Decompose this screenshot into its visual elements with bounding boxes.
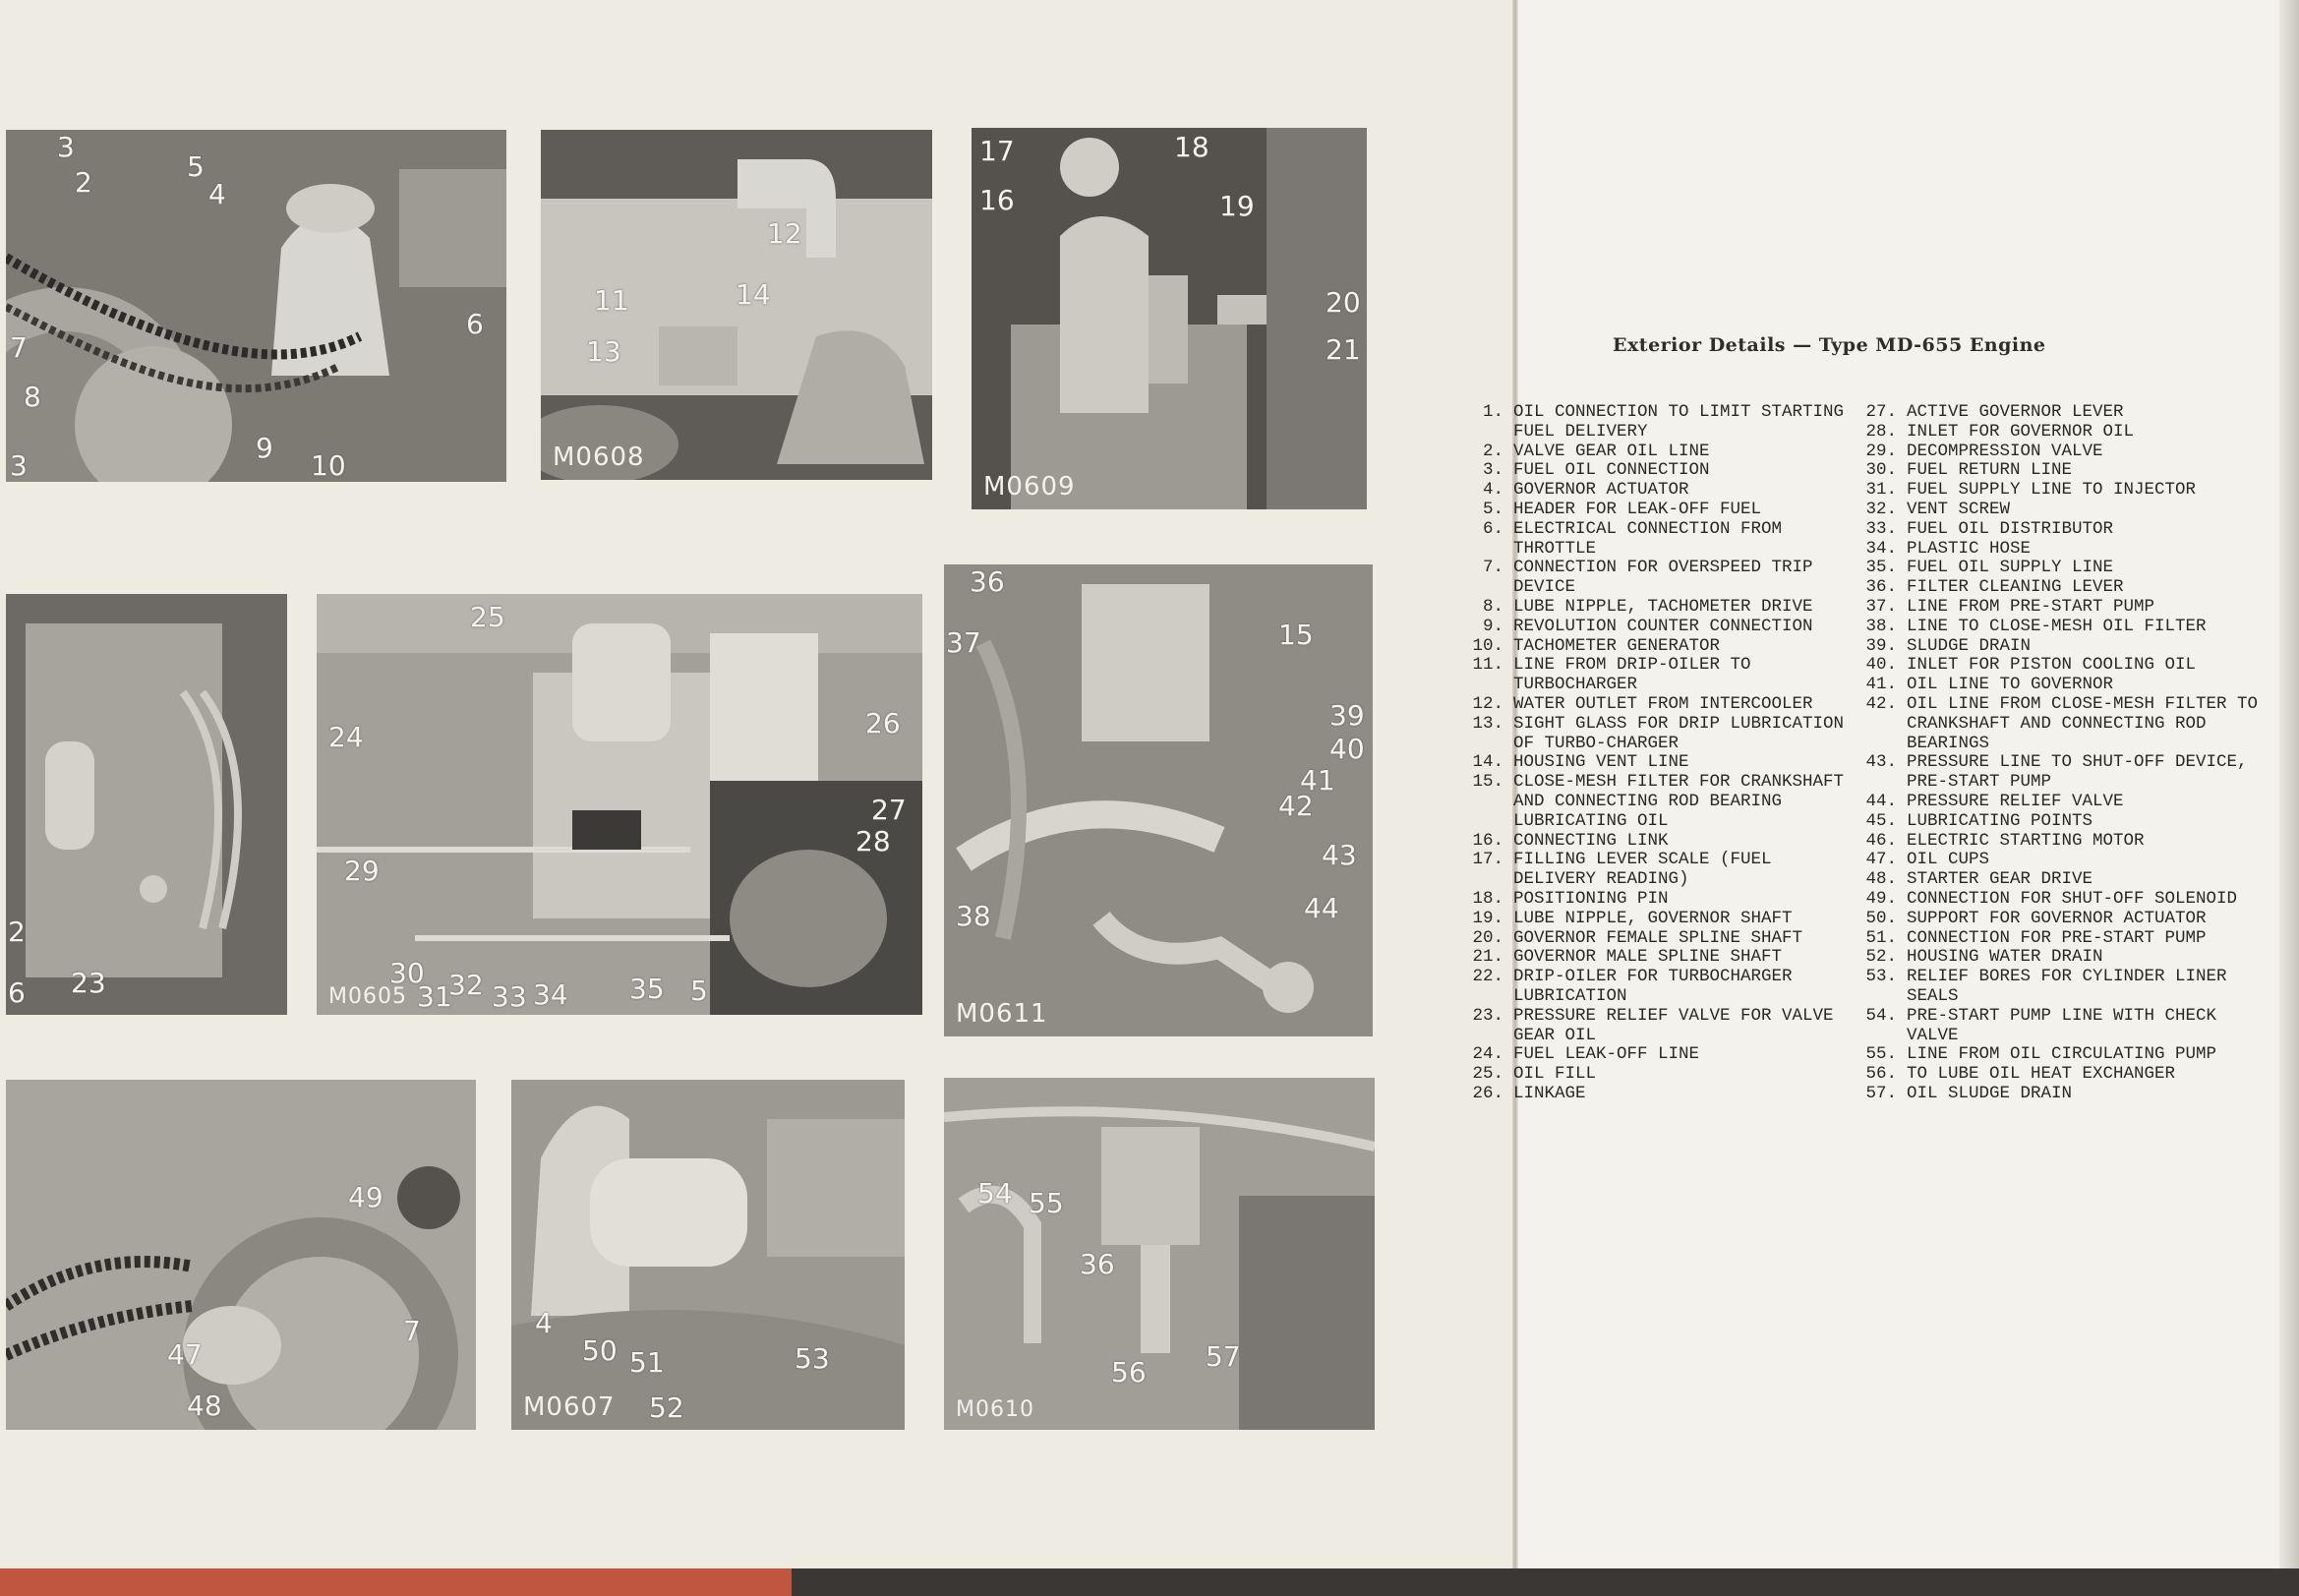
legend-item-text: GOVERNOR ACTUATOR <box>1513 480 1689 501</box>
photo-code: M0608 <box>553 443 645 472</box>
legend-item <box>1451 656 1845 695</box>
legend-item-text: CONNECTION FOR PRE-START PUMP <box>1907 927 2207 948</box>
legend-item-text: INLET FOR PISTON COOLING OIL <box>1907 655 2197 676</box>
legend-item-number: 48. <box>1865 869 1897 890</box>
engine-photo <box>944 564 1373 1036</box>
legend-item <box>1451 1007 1845 1046</box>
legend-item-text: CONNECTION FOR SHUT-OFF SOLENOID <box>1907 888 2238 909</box>
legend-item-number: 40. <box>1865 655 1897 676</box>
legend-item <box>1845 540 2277 560</box>
callout-label: 50 <box>582 1334 618 1367</box>
callout-label: 31 <box>417 980 452 1013</box>
engine-photo <box>6 1080 476 1430</box>
legend-item-text: VENT SCREW <box>1907 499 2011 519</box>
callout-label: 4 <box>535 1307 553 1339</box>
legend-item-text: PRESSURE LINE TO SHUT-OFF DEVICE, PRE-START PUMP <box>1907 752 2248 793</box>
legend-item <box>1845 832 2277 852</box>
legend-item-number: 54. <box>1865 1005 1897 1026</box>
legend-item-number: 15. <box>1472 772 1503 793</box>
legend-item <box>1451 1085 1845 1104</box>
callout-label: 35 <box>629 973 665 1005</box>
legend-item <box>1451 715 1845 754</box>
legend-item-text: CLOSE-MESH FILTER FOR CRANKSHAFT AND CONNECTING ROD BEARING LUBRICATING OIL <box>1513 772 1845 831</box>
legend-item <box>1451 637 1845 657</box>
legend-item <box>1845 403 2277 423</box>
legend-item-text: ELECTRICAL CONNECTION FROM THROTTLE <box>1513 518 1783 559</box>
legend-item <box>1451 598 1845 618</box>
callout-label: 13 <box>586 335 621 368</box>
legend-item-text: DECOMPRESSION VALVE <box>1907 441 2103 461</box>
legend-item-text: LINE FROM OIL CIRCULATING PUMP <box>1907 1044 2217 1065</box>
legend-item <box>1451 890 1845 910</box>
legend-item <box>1845 1045 2277 1065</box>
callout-label: 11 <box>594 284 629 317</box>
legend-item <box>1451 618 1845 637</box>
legend-item-number: 45. <box>1865 810 1897 831</box>
legend-item-text: REVOLUTION COUNTER CONNECTION <box>1513 616 1813 636</box>
legend-item <box>1845 637 2277 657</box>
legend-item-number: 52. <box>1865 947 1897 968</box>
legend-item-text: HEADER FOR LEAK-OFF FUEL <box>1513 499 1762 519</box>
legend-item-text: POSITIONING PIN <box>1513 888 1669 909</box>
legend-item-text: TO LUBE OIL HEAT EXCHANGER <box>1907 1064 2176 1085</box>
legend-item-text: RELIEF BORES FOR CYLINDER LINER SEALS <box>1907 967 2227 1006</box>
callout-label: 51 <box>629 1346 665 1379</box>
legend-item-number: 47. <box>1865 850 1897 870</box>
legend-item-number: 28. <box>1865 421 1897 442</box>
callout-label: 2 <box>75 166 92 199</box>
legend-item <box>1845 851 2277 870</box>
callout-label: 3 <box>10 449 28 482</box>
legend-item-number: 10. <box>1472 635 1503 656</box>
legend-right-column <box>1845 403 2277 1104</box>
callout-label: 33 <box>492 980 527 1013</box>
legend-item-number: 35. <box>1865 558 1897 578</box>
legend-item <box>1845 559 2277 578</box>
callout-label: 19 <box>1219 190 1255 222</box>
legend-item-text: CONNECTION FOR OVERSPEED TRIP DEVICE <box>1513 558 1813 598</box>
legend-item-number: 53. <box>1865 967 1897 987</box>
legend-item-number: 32. <box>1865 499 1897 519</box>
legend-item-number: 5. <box>1482 499 1503 519</box>
legend-item-text: OIL LINE TO GOVERNOR <box>1907 675 2114 695</box>
callout-label: 44 <box>1304 892 1339 924</box>
callout-label: 53 <box>795 1342 830 1375</box>
callout-label: 2 <box>8 916 26 948</box>
callout-label: 49 <box>348 1181 383 1213</box>
legend-item <box>1845 1007 2277 1046</box>
legend-item-number: 51. <box>1865 927 1897 948</box>
legend-item-number: 46. <box>1865 830 1897 851</box>
callout-label: 30 <box>389 957 425 989</box>
legend-item-number: 25. <box>1472 1064 1503 1085</box>
page-title: Exterior Details — Type MD-655 Engine <box>1613 334 2046 356</box>
legend-item-text: FILTER CLEANING LEVER <box>1907 577 2124 598</box>
legend-item-number: 44. <box>1865 791 1897 811</box>
engine-illustration <box>972 128 1367 509</box>
legend-item-number: 42. <box>1865 693 1897 714</box>
legend-left-column <box>1451 403 1845 1104</box>
callout-label: 43 <box>1322 839 1357 871</box>
callout-label: 36 <box>970 565 1005 598</box>
legend-item <box>1845 578 2277 598</box>
legend-item-number: 26. <box>1472 1083 1503 1103</box>
legend-item-text: HOUSING WATER DRAIN <box>1907 947 2103 968</box>
legend-item <box>1845 753 2277 793</box>
legend-item-text: PRESSURE RELIEF VALVE <box>1907 791 2124 811</box>
legend-item <box>1451 1045 1845 1065</box>
callout-label: 55 <box>1029 1187 1064 1219</box>
legend-item-text: OIL CONNECTION TO LIMIT STARTING FUEL DELIVERY <box>1513 402 1845 442</box>
engine-illustration <box>944 1078 1375 1430</box>
photo-code: M0607 <box>523 1392 616 1422</box>
legend-item-number: 57. <box>1865 1083 1897 1103</box>
legend-item-number: 27. <box>1865 402 1897 422</box>
legend-item <box>1451 695 1845 715</box>
legend-item <box>1451 461 1845 481</box>
legend-item <box>1451 968 1845 1007</box>
legend-item-number: 11. <box>1472 655 1503 676</box>
callout-label: 3 <box>57 131 75 163</box>
callout-label: 20 <box>1326 286 1361 319</box>
callout-label: 24 <box>328 721 364 753</box>
legend-item <box>1845 948 2277 968</box>
legend-item-text: WATER OUTLET FROM INTERCOOLER <box>1513 693 1813 714</box>
legend-item-number: 24. <box>1472 1044 1503 1065</box>
legend-item-text: LUBE NIPPLE, TACHOMETER DRIVE <box>1513 596 1813 617</box>
callout-label: 15 <box>1278 619 1314 651</box>
engine-photo <box>6 594 287 1015</box>
legend-item-number: 6. <box>1482 518 1503 539</box>
legend-item-text: OIL SLUDGE DRAIN <box>1907 1083 2073 1103</box>
legend-item <box>1451 753 1845 773</box>
engine-photo <box>6 130 506 482</box>
legend-item-number: 41. <box>1865 675 1897 695</box>
legend-item-text: FILLING LEVER SCALE (FUEL DELIVERY READING) <box>1513 850 1772 890</box>
legend-item-number: 20. <box>1472 927 1503 948</box>
engine-photo <box>317 594 922 1015</box>
legend-item-text: FUEL SUPPLY LINE TO INJECTOR <box>1907 480 2197 501</box>
legend-item-text: OIL LINE FROM CLOSE-MESH FILTER TO CRANKSHAFT AND CONNECTING ROD BEARINGS <box>1907 693 2259 753</box>
legend-item-text: CONNECTING LINK <box>1513 830 1669 851</box>
legend-item-text: LUBRICATING POINTS <box>1907 810 2093 831</box>
callout-label: 9 <box>256 432 273 464</box>
photo-code: M0610 <box>956 1397 1034 1422</box>
legend-item <box>1451 1065 1845 1085</box>
legend-item <box>1845 656 2277 676</box>
legend-item-number: 38. <box>1865 616 1897 636</box>
callout-label: 10 <box>311 449 346 482</box>
legend-item-number: 14. <box>1472 752 1503 773</box>
callout-label: 36 <box>1080 1248 1115 1280</box>
legend-item <box>1845 618 2277 637</box>
legend-item-number: 31. <box>1865 480 1897 501</box>
engine-illustration <box>317 594 922 1015</box>
legend-item <box>1845 1065 2277 1085</box>
legend-item-text: GOVERNOR MALE SPLINE SHAFT <box>1513 947 1783 968</box>
callout-label: 12 <box>767 217 802 250</box>
legend-item-number: 4. <box>1482 480 1503 501</box>
engine-photo <box>511 1080 905 1430</box>
callout-label: 18 <box>1174 131 1209 163</box>
callout-label: 25 <box>470 601 505 633</box>
legend-item-number: 12. <box>1472 693 1503 714</box>
engine-photo <box>972 128 1367 509</box>
callout-label: 37 <box>946 626 981 659</box>
legend-item <box>1451 929 1845 949</box>
legend-item-text: PRE-START PUMP LINE WITH CHECK VALVE <box>1907 1005 2217 1045</box>
callout-label: 14 <box>736 278 771 311</box>
callout-label: 23 <box>71 967 106 999</box>
legend-item-text: OIL FILL <box>1513 1064 1597 1085</box>
legend-item-number: 16. <box>1472 830 1503 851</box>
legend-item <box>1845 968 2277 1007</box>
legend-item-text: HOUSING VENT LINE <box>1513 752 1689 773</box>
legend-item-text: FUEL OIL CONNECTION <box>1513 460 1710 481</box>
legend-item-text: TACHOMETER GENERATOR <box>1513 635 1721 656</box>
legend-item-text: SIGHT GLASS FOR DRIP LUBRICATION OF TURBO-CHARGER <box>1513 713 1845 753</box>
engine-photo <box>541 130 932 480</box>
callout-label: 4 <box>208 178 226 210</box>
callout-label: 38 <box>956 900 991 932</box>
callout-label: 6 <box>8 976 26 1009</box>
callout-label: 29 <box>344 855 380 887</box>
callout-label: 48 <box>187 1389 222 1422</box>
legend-item-text: PLASTIC HOSE <box>1907 538 2032 559</box>
legend-item <box>1845 929 2277 949</box>
callout-label: 56 <box>1111 1356 1147 1389</box>
callout-label: 52 <box>649 1391 684 1424</box>
legend-item-number: 43. <box>1865 752 1897 773</box>
legend-item-number: 36. <box>1865 577 1897 598</box>
legend-item-text: SUPPORT FOR GOVERNOR ACTUATOR <box>1907 908 2207 928</box>
legend-item <box>1845 598 2277 618</box>
engine-illustration <box>511 1080 905 1430</box>
legend-item-text: FUEL OIL DISTRIBUTOR <box>1907 518 2114 539</box>
callout-label: 42 <box>1278 790 1314 822</box>
legend-item-text: ACTIVE GOVERNOR LEVER <box>1907 402 2124 422</box>
legend-item-number: 1. <box>1482 402 1503 422</box>
legend-item-number: 37. <box>1865 596 1897 617</box>
legend-item-text: FUEL OIL SUPPLY LINE <box>1907 558 2114 578</box>
legend-item <box>1845 461 2277 481</box>
legend-item <box>1451 832 1845 852</box>
legend-item-text: LINKAGE <box>1513 1083 1586 1103</box>
legend-item-text: LINE TO CLOSE-MESH OIL FILTER <box>1907 616 2207 636</box>
legend-item <box>1845 870 2277 890</box>
legend-item-text: STARTER GEAR DRIVE <box>1907 869 2093 890</box>
legend-item-number: 19. <box>1472 908 1503 928</box>
callout-label: 32 <box>448 969 484 1001</box>
legend-item <box>1451 501 1845 520</box>
legend-item <box>1451 948 1845 968</box>
legend-item-number: 55. <box>1865 1044 1897 1065</box>
background-edge <box>792 1568 2299 1596</box>
callout-label: 34 <box>533 978 568 1011</box>
callout-label: 39 <box>1329 699 1365 732</box>
callout-label: 47 <box>167 1338 203 1371</box>
callout-label: 27 <box>871 794 907 826</box>
legend-item <box>1451 773 1845 831</box>
legend-item-number: 9. <box>1482 616 1503 636</box>
legend-item-text: PRESSURE RELIEF VALVE FOR VALVE GEAR OIL <box>1513 1005 1834 1045</box>
legend-item <box>1451 520 1845 560</box>
legend-item <box>1451 851 1845 890</box>
legend-item-number: 2. <box>1482 441 1503 461</box>
legend-item-text: FUEL LEAK-OFF LINE <box>1513 1044 1700 1065</box>
engine-illustration <box>6 1080 476 1430</box>
callout-label: 5 <box>690 975 708 1007</box>
legend-item-number: 3. <box>1482 460 1503 481</box>
cover-edge <box>0 1568 792 1596</box>
legend-item-number: 39. <box>1865 635 1897 656</box>
callout-label: 41 <box>1300 764 1335 797</box>
legend-item <box>1451 403 1845 443</box>
engine-illustration <box>6 594 287 1015</box>
legend-item <box>1451 443 1845 462</box>
legend-item-number: 7. <box>1482 558 1503 578</box>
callout-label: 28 <box>855 825 891 857</box>
legend-item <box>1845 890 2277 910</box>
legend-item <box>1845 481 2277 501</box>
legend-item-text: VALVE GEAR OIL LINE <box>1513 441 1710 461</box>
legend-item <box>1845 1085 2277 1104</box>
callout-label: 40 <box>1329 733 1365 765</box>
callout-label: 6 <box>466 308 484 340</box>
legend-item-text: DRIP-OILER FOR TURBOCHARGER LUBRICATION <box>1513 967 1793 1006</box>
legend-item-number: 22. <box>1472 967 1503 987</box>
legend-item-text: LUBE NIPPLE, GOVERNOR SHAFT <box>1513 908 1793 928</box>
legend-item-number: 18. <box>1472 888 1503 909</box>
callout-label: 17 <box>979 135 1015 167</box>
legend-item-text: OIL CUPS <box>1907 850 1990 870</box>
legend-item-text: INLET FOR GOVERNOR OIL <box>1907 421 2135 442</box>
legend-item-number: 13. <box>1472 713 1503 734</box>
callout-label: 21 <box>1326 333 1361 366</box>
legend-item-number: 29. <box>1865 441 1897 461</box>
page-edge-shadow <box>2279 0 2299 1568</box>
callout-label: 26 <box>865 707 901 739</box>
legend-item <box>1845 443 2277 462</box>
legend-item <box>1451 481 1845 501</box>
legend-item-number: 56. <box>1865 1064 1897 1085</box>
legend-item-number: 23. <box>1472 1005 1503 1026</box>
legend-item <box>1845 423 2277 443</box>
legend-item-number: 33. <box>1865 518 1897 539</box>
photo-code: M0611 <box>956 999 1048 1029</box>
legend-item-number: 30. <box>1865 460 1897 481</box>
photo-code: M0609 <box>983 472 1076 502</box>
legend-item <box>1845 910 2277 929</box>
legend-item <box>1451 910 1845 929</box>
legend-item <box>1845 501 2277 520</box>
legend-item-number: 34. <box>1865 538 1897 559</box>
legend-item-number: 21. <box>1472 947 1503 968</box>
legend-item-number: 50. <box>1865 908 1897 928</box>
legend-item-text: LINE FROM DRIP-OILER TO TURBOCHARGER <box>1513 655 1751 695</box>
legend-item <box>1451 559 1845 598</box>
legend-item <box>1845 793 2277 812</box>
legend-item <box>1845 676 2277 695</box>
callout-label: 16 <box>979 184 1015 216</box>
legend-item <box>1845 812 2277 832</box>
callout-label: 54 <box>977 1177 1013 1210</box>
callout-label: 5 <box>187 150 205 183</box>
legend-item-number: 8. <box>1482 596 1503 617</box>
legend-item <box>1845 520 2277 540</box>
callout-label: 7 <box>403 1315 421 1347</box>
legend-item-text: GOVERNOR FEMALE SPLINE SHAFT <box>1513 927 1803 948</box>
callout-label: 8 <box>24 381 41 413</box>
legend-item-text: SLUDGE DRAIN <box>1907 635 2032 656</box>
legend-item-text: LINE FROM PRE-START PUMP <box>1907 596 2155 617</box>
engine-photo <box>944 1078 1375 1430</box>
legend-item-number: 17. <box>1472 850 1503 870</box>
legend-item-text: ELECTRIC STARTING MOTOR <box>1907 830 2145 851</box>
callout-label: 7 <box>10 331 28 364</box>
legend-item-number: 49. <box>1865 888 1897 909</box>
callout-label: 57 <box>1206 1340 1241 1373</box>
legend-item-text: FUEL RETURN LINE <box>1907 460 2073 481</box>
photo-code: M0605 <box>328 984 407 1009</box>
legend-item <box>1845 695 2277 753</box>
